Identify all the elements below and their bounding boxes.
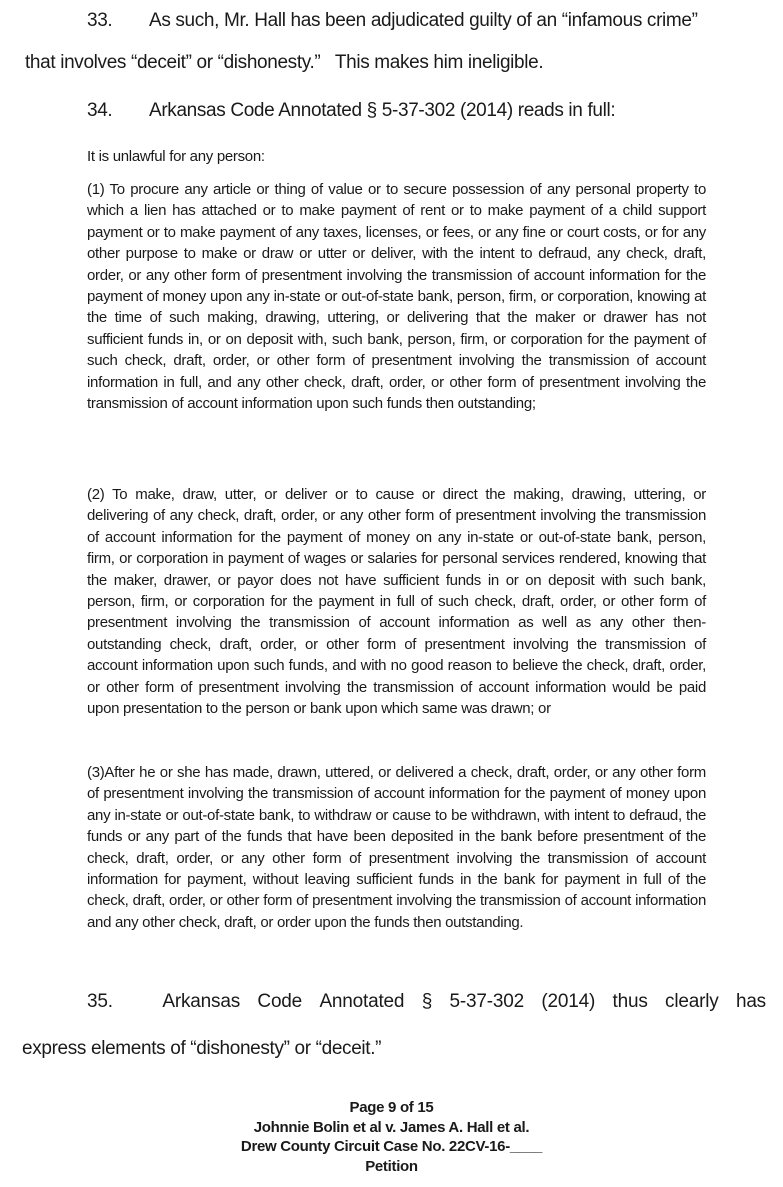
- statute-clause-3: [87, 762, 706, 933]
- document-type: Petition: [365, 1157, 418, 1175]
- paragraph-33-line-2: that involves “deceit” or “dishonesty.” This makes him ineligible.: [25, 52, 544, 73]
- page-footer: [0, 1098, 783, 1176]
- paragraph-number: 33.: [87, 10, 113, 31]
- statute-intro: It is unlawful for any person:: [87, 148, 265, 165]
- word: clearly: [665, 991, 719, 1012]
- paragraph-number: 34.: [87, 100, 113, 121]
- word: has: [735, 991, 766, 1012]
- case-number: Drew County Circuit Case No. 22CV-16-____: [240, 1138, 543, 1155]
- word: thus: [612, 991, 648, 1012]
- clause-text: (1) To procure any article or thing of value or to secure possession of any personal property to which a lien has attached or to make payment of rent or to make payment of a child support payment or to make payment of any taxes, licenses, or fees, or any fine or court costs, or for any other purpose to make or draw or utter or deliver, with the intent to defraud, any check, draft, order, or any other form of presentment involving the transmission of account information for the payment of money upon any in-state or out-of-state bank, person, firm, or corporation, knowing at the time of such making, drawing, uttering, or delivering that the maker or drawer has not sufficient funds in, or on deposit with, such bank, person, firm, or corporation for the payment of such check, draft, order, or other form of presentment involving the transmission of account information in full, and any other check, draft, order, or other form of presentment involving the transmission of account information upon such funds then outstanding;: [87, 181, 706, 413]
- paragraph-34: [87, 101, 615, 120]
- paragraph-35-line-2: express elements of “dishonesty” or “deceit.”: [22, 1038, 382, 1059]
- clause-text: (2) To make, draw, utter, or deliver or to cause or direct the making, drawing, uttering, or delivering of any check, draft, order, or any other form of presentment involving the transmission of account information for the payment of money on any in-state or out-of-state bank, person, firm, or corporation in payment of wages or salaries for personal services rendered, knowing that the maker, drawer, or payor does not have sufficient funds in or on deposit with such bank, person, firm, or corporation for the payment in full of such check, draft, order, or other form of presentment involving the transmission of account information as well as any other then-outstanding check, draft, order, or other form of presentment involving the transmission of account information upon such funds, and with no good reason to believe the check, draft, order, or other form of presentment involving the transmission of account information would be paid upon presentation to the person or bank upon which same was drawn; or: [87, 486, 706, 718]
- clause-text: (3)After he or she has made, drawn, uttered, or delivered a check, draft, order, or any other form of presentment involving the transmission of account information for the payment of money upon any in-state or out-of-state bank, to withdraw or cause to be withdrawn, with intent to defraud, the funds or any part of the funds that have been deposited in the bank before presentment of the check, draft, order, or any other form of presentment involving the transmission of account information for payment, without leaving sufficient funds in the bank for payment in full of the check, draft, order, or other form of presentment involving the transmission of account information and any other check, draft, or order upon the funds then outstanding.: [87, 764, 706, 931]
- statute-clause-2: [87, 484, 706, 719]
- paragraph-35-line-1: [87, 991, 766, 1013]
- word: Arkansas: [162, 991, 241, 1012]
- word: (2014): [541, 991, 596, 1012]
- word: 5-37-302: [449, 991, 524, 1012]
- word: §: [421, 991, 433, 1012]
- page-number: Page 9 of 15: [349, 1099, 434, 1116]
- paragraph-text: As such, Mr. Hall has been adjudicated guilty of an “infamous crime”: [149, 10, 698, 31]
- case-caption: Johnnie Bolin et al v. James A. Hall et al.: [253, 1118, 530, 1136]
- word: Code: [257, 991, 303, 1012]
- paragraph-text: Arkansas Code Annotated § 5-37-302 (2014) reads in full:: [149, 100, 616, 121]
- statute-clause-1: [87, 179, 706, 414]
- paragraph-number: 35.: [87, 991, 113, 1012]
- paragraph-33-line-1: [87, 11, 698, 30]
- word: Annotated: [319, 991, 405, 1012]
